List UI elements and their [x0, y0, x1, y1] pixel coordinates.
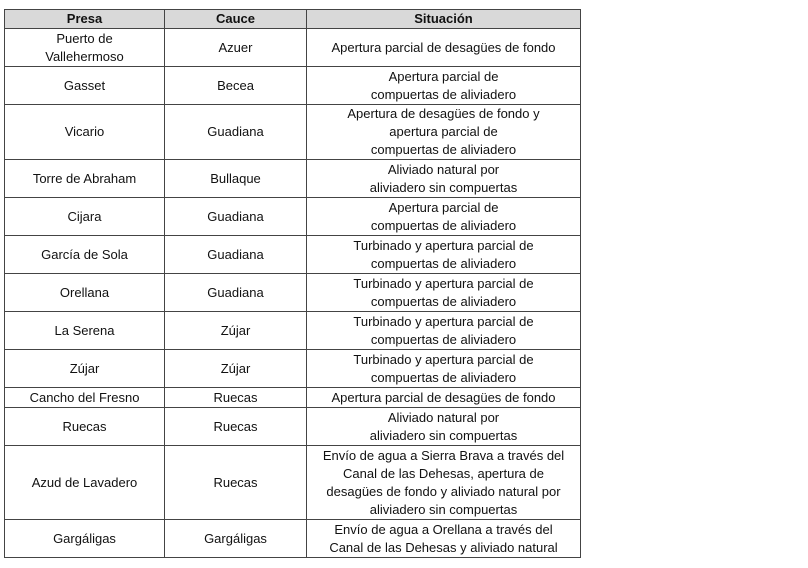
cell-situacion: Apertura de desagües de fondo y apertura parcial de compuertas de aliviadero	[307, 105, 581, 160]
cell-situacion: Turbinado y apertura parcial de compuertas de aliviadero	[307, 236, 581, 274]
cell-cauce: Ruecas	[165, 408, 307, 446]
cell-presa: Puerto de Vallehermoso	[5, 29, 165, 67]
cell-cauce: Guadiana	[165, 105, 307, 160]
cell-presa: Vicario	[5, 105, 165, 160]
cell-cauce: Bullaque	[165, 160, 307, 198]
cell-situacion: Apertura parcial de desagües de fondo	[307, 388, 581, 408]
cell-cauce: Becea	[165, 67, 307, 105]
table-row	[5, 67, 581, 105]
cell-presa: Cancho del Fresno	[5, 388, 165, 408]
cell-presa: Orellana	[5, 274, 165, 312]
header-presa: Presa	[5, 10, 165, 29]
header-row	[5, 10, 581, 29]
table-row	[5, 408, 581, 446]
header-situacion: Situación	[307, 10, 581, 29]
table-row	[5, 236, 581, 274]
cell-situacion: Envío de agua a Sierra Brava a través del Canal de las Dehesas, apertura de desagües de fondo y aliviado natural por aliviadero sin compuertas	[307, 446, 581, 520]
cell-situacion: Turbinado y apertura parcial de compuertas de aliviadero	[307, 274, 581, 312]
cell-situacion: Apertura parcial de compuertas de aliviadero	[307, 198, 581, 236]
table-row	[5, 388, 581, 408]
cell-situacion: Aliviado natural por aliviadero sin compuertas	[307, 160, 581, 198]
cell-presa: García de Sola	[5, 236, 165, 274]
table-row	[5, 105, 581, 160]
cell-cauce: Guadiana	[165, 198, 307, 236]
cell-presa: Gargáligas	[5, 520, 165, 558]
cell-cauce: Azuer	[165, 29, 307, 67]
cell-cauce: Ruecas	[165, 388, 307, 408]
cell-presa: Cijara	[5, 198, 165, 236]
cell-situacion: Turbinado y apertura parcial de compuertas de aliviadero	[307, 312, 581, 350]
cell-situacion: Apertura parcial de desagües de fondo	[307, 29, 581, 67]
cell-situacion: Apertura parcial de compuertas de aliviadero	[307, 67, 581, 105]
cell-presa: Torre de Abraham	[5, 160, 165, 198]
cell-cauce: Zújar	[165, 312, 307, 350]
table-row	[5, 160, 581, 198]
cell-presa: Ruecas	[5, 408, 165, 446]
header-cauce: Cauce	[165, 10, 307, 29]
cell-cauce: Zújar	[165, 350, 307, 388]
dam-status-table	[4, 9, 581, 558]
cell-situacion: Turbinado y apertura parcial de compuertas de aliviadero	[307, 350, 581, 388]
cell-presa: La Serena	[5, 312, 165, 350]
table-row	[5, 274, 581, 312]
table-row	[5, 350, 581, 388]
cell-presa: Zújar	[5, 350, 165, 388]
table-row	[5, 29, 581, 67]
table-row	[5, 446, 581, 520]
cell-cauce: Guadiana	[165, 274, 307, 312]
dam-status-table-wrapper	[4, 9, 581, 558]
cell-presa: Gasset	[5, 67, 165, 105]
cell-cauce: Guadiana	[165, 236, 307, 274]
cell-cauce: Ruecas	[165, 446, 307, 520]
table-row	[5, 198, 581, 236]
cell-situacion: Envío de agua a Orellana a través del Canal de las Dehesas y aliviado natural	[307, 520, 581, 558]
cell-presa: Azud de Lavadero	[5, 446, 165, 520]
table-row	[5, 520, 581, 558]
table-row	[5, 312, 581, 350]
cell-cauce: Gargáligas	[165, 520, 307, 558]
cell-situacion: Aliviado natural por aliviadero sin compuertas	[307, 408, 581, 446]
